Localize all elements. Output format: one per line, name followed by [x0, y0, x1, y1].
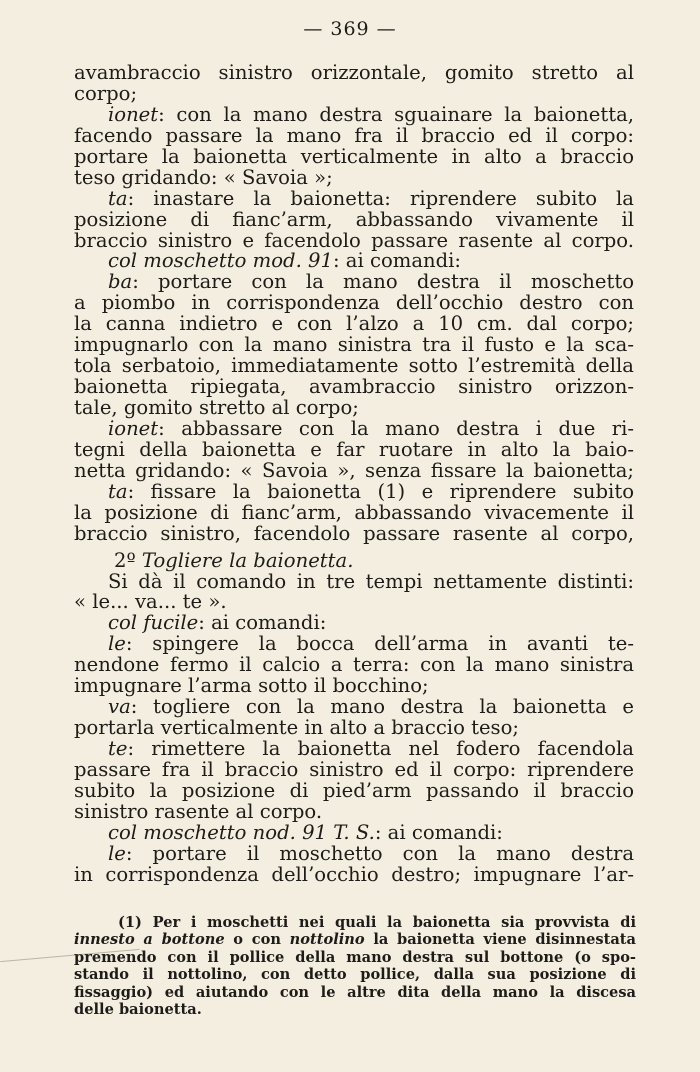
text-segment: : portare con la mano destra il moschetto: [132, 270, 634, 294]
italic-segment: le: [108, 632, 126, 656]
footnote-line: [74, 931, 636, 948]
text-segment: : rimettere la baionetta nel fodero facendola: [127, 737, 634, 760]
footnote-line: [74, 1001, 636, 1018]
text-line: [74, 63, 634, 84]
italic-segment: le: [108, 841, 126, 865]
text-segment: sinistro rasente al corpo.: [74, 799, 323, 823]
text-segment: : ai comandi:: [198, 611, 327, 635]
text-line: [74, 437, 634, 461]
text-line: [74, 207, 634, 231]
text-segment: la canna indietro e con l’alzo a 10 cm. dal corpo;: [74, 312, 634, 336]
text-segment: a piombo in corrispondenza dell’occhio destro con: [74, 291, 634, 315]
italic-segment: col moschetto mod. 91: [108, 249, 333, 273]
text-segment: avambraccio sinistro orizzontale, gomito stretto al: [74, 61, 634, 84]
text-line: [74, 416, 634, 440]
text-segment: facendo passare la mano fra il braccio ed il corpo:: [74, 123, 634, 147]
text-segment: passare fra il braccio sinistro ed il corpo: riprendere: [74, 757, 634, 781]
text-segment: : ai comandi:: [332, 249, 462, 273]
text-line: [74, 251, 634, 272]
italic-segment: va: [108, 695, 131, 719]
text-line: [74, 676, 634, 697]
italic-segment: innesto a bottone: [74, 931, 225, 949]
italic-segment: te: [108, 737, 128, 760]
text-line: [74, 144, 634, 168]
text-line: [74, 718, 634, 739]
text-segment: tola serbatoio, immediatamente sotto l’estremità della: [74, 354, 634, 378]
text-segment: tale, gomito stretto al corpo;: [74, 396, 359, 419]
text-segment: la posizione di fianc’arm, abbassando vivacemente il: [74, 500, 634, 524]
text-line: [74, 739, 634, 760]
text-segment: delle baionetta.: [74, 1000, 202, 1018]
italic-segment: col fucile: [108, 611, 199, 635]
text-line: [74, 521, 634, 545]
text-line: [74, 479, 634, 503]
italic-segment: Togliere la baionetta.: [141, 548, 354, 572]
text-segment: portare la baionetta verticalmente in alto a braccio: [74, 144, 634, 168]
text-line: [74, 272, 634, 293]
text-segment: : fissare la baionetta (1) e riprendere subito: [127, 479, 634, 503]
text-line: [74, 655, 634, 676]
italic-segment: nottolino: [289, 931, 365, 949]
text-segment: posizione di fianc’arm, abbassando vivamente il: [74, 207, 634, 231]
text-segment: braccio sinistro e facendolo passare rasente al corpo.: [74, 228, 634, 252]
text-line: [74, 778, 634, 802]
italic-segment: ta: [108, 186, 128, 210]
text-segment: : ai comandi:: [374, 820, 503, 844]
text-segment: (1) Per i moschetti nei quali la baionetta sia provvista di: [118, 914, 636, 931]
text-segment: nendone fermo il calcio a terra: con la mano sinistra: [74, 653, 634, 677]
text-segment: impugnare l’arma sotto il bocchino;: [74, 674, 429, 698]
body-text: [74, 63, 634, 886]
text-segment: : abbassare con la mano destra i due ri-: [158, 416, 634, 440]
text-line: [74, 841, 634, 865]
text-line: [74, 862, 634, 886]
text-line: [74, 81, 634, 105]
text-line: [74, 293, 634, 314]
italic-segment: ionet: [108, 416, 159, 440]
text-line: [74, 592, 634, 613]
text-segment: : inastare la baionetta: riprendere subito la: [127, 186, 634, 210]
text-line: [74, 569, 634, 593]
text-line: [74, 458, 634, 482]
text-line: [74, 548, 634, 572]
text-segment: braccio sinistro, facendolo passare rasente al corpo,: [74, 521, 634, 545]
text-line: [74, 356, 634, 377]
text-segment: : togliere con la mano destra la baionetta e: [130, 695, 634, 719]
text-segment: : con la mano destra sguainare la baionetta,: [158, 102, 634, 126]
text-segment: fissaggio) ed aiutando con le altre dita della mano la discesa: [74, 983, 636, 1001]
text-line: [74, 697, 634, 718]
footnote-line: [74, 914, 636, 931]
text-line: [74, 757, 634, 781]
italic-segment: col moschetto nod. 91 T. S.: [108, 820, 375, 844]
text-line: [74, 186, 634, 210]
text-segment: netta gridando: « Savoia », senza fissare la baionetta;: [74, 458, 634, 482]
text-segment: la baionetta viene disinnestata: [364, 931, 636, 949]
text-line: [74, 335, 634, 356]
text-line: [74, 102, 634, 126]
text-segment: baionetta ripiegata, avambraccio sinistro orizzon-: [74, 375, 634, 399]
text-line: [74, 165, 634, 189]
italic-segment: ta: [108, 479, 128, 503]
text-segment: : portare il moschetto con la mano destra: [125, 841, 634, 865]
text-segment: Si dà il comando in tre tempi nettamente distinti:: [108, 569, 634, 593]
text-line: [74, 314, 634, 335]
text-line: [74, 634, 634, 655]
text-segment: in corrispondenza dell’occhio destro; impugnare l’ar-: [74, 862, 634, 886]
text-segment: tegni della baionetta e far ruotare in alto la baio-: [74, 437, 634, 461]
text-line: [74, 123, 634, 147]
text-segment: « le... va... te ».: [74, 590, 227, 614]
italic-segment: ba: [108, 270, 133, 294]
text-segment: 2º: [114, 548, 142, 572]
text-line: [74, 613, 634, 634]
text-segment: o con: [224, 931, 290, 949]
footnote-line: [74, 949, 636, 966]
text-segment: stando il nottolino, con detto pollice, dalla sua posizione di: [74, 966, 636, 984]
text-line: [74, 398, 634, 419]
footnote-line: [74, 966, 636, 983]
footnote: [74, 914, 636, 1018]
text-segment: impugnarlo con la mano sinistra tra il fusto e la sca-: [74, 333, 634, 357]
text-segment: : spingere la bocca dell’arma in avanti te-: [125, 632, 634, 656]
text-segment: premendo con il pollice della mano destra sul bottone (o spo-: [74, 948, 636, 966]
italic-segment: ionet: [108, 102, 159, 126]
text-segment: portarla verticalmente in alto a braccio teso;: [74, 716, 520, 740]
text-segment: teso gridando: « Savoia »;: [74, 165, 333, 189]
footnote-line: [74, 984, 636, 1001]
text-line: [74, 228, 634, 252]
text-segment: subito la posizione di pied’arm passando il braccio: [74, 778, 634, 802]
text-line: [74, 820, 634, 844]
text-line: [74, 799, 634, 823]
page-number: — 369 —: [303, 18, 397, 40]
text-segment: corpo;: [74, 81, 138, 105]
text-line: [74, 500, 634, 524]
text-line: [74, 377, 634, 398]
